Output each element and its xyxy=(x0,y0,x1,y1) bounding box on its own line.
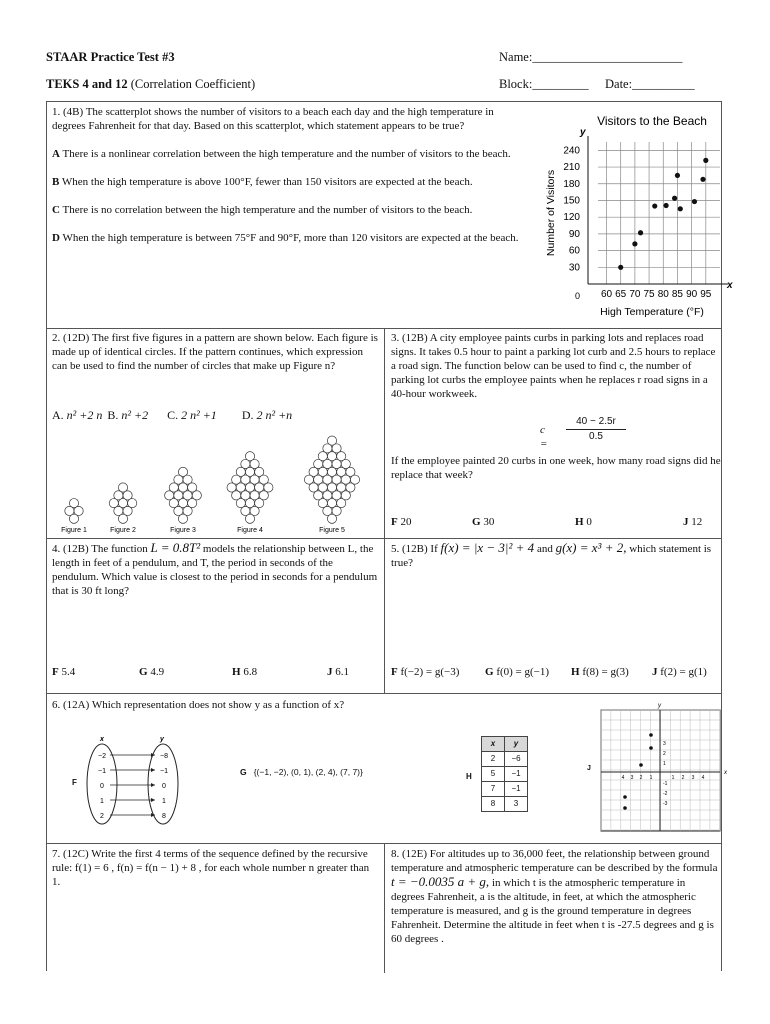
q4-option-f[interactable] xyxy=(52,665,75,679)
graph-tick: 3 xyxy=(691,775,695,781)
figure-label: Figure 5 xyxy=(319,527,345,534)
map-arrows xyxy=(110,753,155,817)
q2-option-d[interactable] xyxy=(242,408,292,422)
x-tick-label: 60 xyxy=(600,289,613,300)
circle-pattern xyxy=(52,440,382,536)
q6-option-h[interactable]: H xyxy=(466,772,472,781)
q3-option-j[interactable] xyxy=(683,515,702,529)
option-letter: H xyxy=(232,666,241,678)
figure-label: Figure 1 xyxy=(61,527,87,534)
pattern-circle xyxy=(178,514,187,523)
block-field[interactable]: Block:_________ xyxy=(499,77,589,91)
q4-prefix: 4. (12B) The function xyxy=(52,543,148,555)
option-letter: J xyxy=(683,516,689,528)
question-5 xyxy=(391,541,719,570)
option-text: 20 xyxy=(400,516,412,528)
graph-point xyxy=(623,795,627,799)
option-text: There is a nonlinear correlation between the high temperature and the number of visitors to the beach. xyxy=(62,148,511,160)
q1-option-d[interactable] xyxy=(52,231,530,245)
y-tick-label: 150 xyxy=(563,195,580,207)
figure-label: Figure 4 xyxy=(237,527,263,534)
map-y: 8 xyxy=(162,813,166,820)
option-letter: B. xyxy=(107,408,119,422)
chart-title: Visitors to the Beach xyxy=(597,114,707,128)
graph-tick: 3 xyxy=(663,741,666,747)
x-tick-label: 90 xyxy=(686,289,698,300)
option-letter: G xyxy=(485,666,494,678)
option-text: 4.9 xyxy=(150,666,165,678)
data-point xyxy=(700,177,705,182)
option-letter: C xyxy=(52,204,60,216)
option-letter: F xyxy=(52,666,59,678)
option-letter: J xyxy=(327,666,333,678)
graph-tick: -1 xyxy=(663,781,668,787)
graph-point xyxy=(639,763,643,767)
q5-option-j[interactable] xyxy=(652,665,707,679)
scatter-chart xyxy=(538,108,733,320)
y-axis-name: y xyxy=(580,127,586,138)
plot-area xyxy=(598,142,720,284)
table-cell: 5 xyxy=(482,767,505,782)
q1-stem: 1. (4B) The scatterplot shows the number of visitors to a beach each day and the high temperature in degrees Fahrenheit for that day. Based on this scatterplot, which statement appears to be true? xyxy=(52,106,494,132)
option-letter: D xyxy=(52,232,60,244)
map-y: 0 xyxy=(162,783,166,790)
question-2 xyxy=(52,331,378,373)
arrow-head xyxy=(151,768,155,772)
pattern-circle xyxy=(245,514,254,523)
question-8 xyxy=(391,847,719,946)
chart-origin: 0 xyxy=(575,291,581,301)
q3-stem: 3. (12B) A city employee paints curbs in parking lots and replaces road signs. It takes 0.5 hour to paint a parking lot curb and 2.5 hours to replace a road sign. The function below can be used to find c, the number of parking lot curbs the employee paints when he replaces r road signs in a 40-hour workweek. xyxy=(391,332,716,400)
y-tick-label: 60 xyxy=(568,245,580,257)
divider xyxy=(46,693,722,694)
q5-g-expr: g(x) = x³ + 2, xyxy=(555,540,627,555)
pattern-figures xyxy=(65,436,360,523)
question-7: 7. (12C) Write the first 4 terms of the sequence defined by the recursive rule: f(1) = 6 , f(n) = f(n − 1) + 8 , for each whole number n greater than 1. xyxy=(52,848,370,888)
formula-denominator: 0.5 xyxy=(589,431,603,442)
table-row xyxy=(482,767,528,782)
x-tick-label: 75 xyxy=(643,289,655,300)
figure-label: Figure 2 xyxy=(110,527,136,534)
question-4 xyxy=(52,541,380,598)
q1-option-a[interactable] xyxy=(52,147,530,161)
x-tick-label: 80 xyxy=(657,289,669,300)
q4-option-j[interactable] xyxy=(327,665,349,679)
data-point xyxy=(632,241,637,246)
q2-option-b[interactable] xyxy=(107,408,148,422)
table-row xyxy=(482,797,528,812)
option-letter: A xyxy=(52,148,60,160)
table-head: y xyxy=(505,737,528,752)
question-6: 6. (12A) Which representation does not show y as a function of x? xyxy=(52,699,345,711)
teks-bold: TEKS 4 and 12 xyxy=(46,77,128,91)
coordinate-graph xyxy=(598,700,727,832)
data-point xyxy=(678,206,683,211)
q3-option-f[interactable] xyxy=(391,515,411,529)
q5-prefix: 5. (12B) If xyxy=(391,543,438,555)
graph-tick: 2 xyxy=(639,775,643,781)
table-head: x xyxy=(482,737,505,752)
data-point xyxy=(672,196,677,201)
data-point xyxy=(675,173,680,178)
graph-point xyxy=(623,806,627,810)
x-tick-label: 85 xyxy=(671,289,684,300)
graph-tick: 4 xyxy=(701,775,705,781)
table-row xyxy=(482,752,528,767)
q1-option-c[interactable] xyxy=(52,203,530,217)
graph-x-label: x xyxy=(724,770,727,776)
table-cell: 2 xyxy=(482,752,505,767)
table-cell: −1 xyxy=(505,767,528,782)
graph-tick: 4 xyxy=(621,775,625,781)
data-point xyxy=(618,265,623,270)
y-tick-label: 240 xyxy=(563,145,580,157)
option-letter: G xyxy=(472,516,481,528)
q5-option-g[interactable] xyxy=(485,665,549,679)
graph-tick: -2 xyxy=(663,791,668,797)
option-letter: H xyxy=(571,666,580,678)
q6-option-g[interactable] xyxy=(240,765,363,779)
x-axis-label: High Temperature (°F) xyxy=(600,306,704,318)
graph-tick: 2 xyxy=(663,751,666,757)
x-axis-name: x xyxy=(727,280,733,291)
option-letter: G xyxy=(240,767,247,777)
option-expr: n² +2 xyxy=(121,408,149,422)
table-cell: −1 xyxy=(505,782,528,797)
data-point xyxy=(703,158,708,163)
option-text: 5.4 xyxy=(61,666,76,678)
q4-formula: L = 0.8T² xyxy=(150,540,201,555)
map-x-head: x xyxy=(100,736,104,743)
graph-point xyxy=(649,746,653,750)
graph-tick: -3 xyxy=(663,801,668,807)
q6-option-j[interactable]: J xyxy=(587,765,591,772)
option-text: 6.1 xyxy=(335,666,349,678)
y-tick-label: 30 xyxy=(568,262,580,274)
option-expr: 2 n² +1 xyxy=(181,408,217,422)
q3-option-h[interactable] xyxy=(575,515,592,529)
q3-question: If the employee painted 20 curbs in one week, how many road signs did he replace that week? xyxy=(391,455,721,481)
q8-formula: t = −0.0035 a + g, xyxy=(391,874,490,889)
option-text: 30 xyxy=(483,516,495,528)
map-x: 2 xyxy=(100,813,104,820)
data-point xyxy=(692,199,697,204)
option-text: f(2) = g(1) xyxy=(660,666,707,678)
formula-numerator: 40 − 2.5r xyxy=(566,415,626,430)
option-letter: B xyxy=(52,176,60,188)
table-cell: 3 xyxy=(505,797,528,812)
option-letter: F xyxy=(391,666,398,678)
option-text: 0 xyxy=(586,516,592,528)
date-field[interactable]: Date:__________ xyxy=(605,77,695,91)
option-letter: J xyxy=(652,666,658,678)
graph-tick: 1 xyxy=(671,775,675,781)
pattern-circle xyxy=(69,514,78,523)
table-cell: −6 xyxy=(505,752,528,767)
graph-tick: 1 xyxy=(649,775,653,781)
option-expr: 2 n² +n xyxy=(256,408,293,422)
graph-point xyxy=(649,733,653,737)
map-x: 0 xyxy=(100,783,104,790)
q3-option-g[interactable] xyxy=(472,515,494,529)
map-x: −2 xyxy=(98,753,106,760)
map-y: −1 xyxy=(160,768,168,775)
q5-f-expr: f(x) = |x − 3|² + 4 xyxy=(440,540,535,555)
arrow-head xyxy=(151,798,155,802)
formula-lhs: c = xyxy=(540,424,548,450)
option-letter: F xyxy=(391,516,398,528)
data-point xyxy=(663,203,668,208)
data-point xyxy=(652,203,657,208)
option-text: When the high temperature is between 75°F and 90°F, more than 120 visitors are expected at the beach. xyxy=(62,232,519,244)
q2-option-c[interactable] xyxy=(167,408,217,422)
option-text: f(−2) = g(−3) xyxy=(400,666,460,678)
graph-y-label: y xyxy=(658,703,661,709)
option-letter: D. xyxy=(241,408,254,422)
y-tick-label: 210 xyxy=(563,162,580,174)
x-tick-label: 65 xyxy=(615,289,627,300)
divider xyxy=(384,328,385,693)
q2-options xyxy=(52,408,382,422)
map-y: −8 xyxy=(160,753,168,760)
q6-option-f[interactable]: F xyxy=(72,778,77,787)
option-letter: H xyxy=(575,516,584,528)
y-tick-label: 90 xyxy=(568,228,580,240)
q5-option-h[interactable] xyxy=(571,665,629,679)
q5-and: and xyxy=(536,543,553,555)
table-row xyxy=(482,782,528,797)
pattern-circle xyxy=(327,514,336,523)
option-text: 12 xyxy=(691,516,703,528)
option-text: f(8) = g(3) xyxy=(582,666,629,678)
map-x: −1 xyxy=(98,768,106,775)
table-cell: 7 xyxy=(482,782,505,797)
table-cell: 8 xyxy=(482,797,505,812)
ordered-pair-set: {(−1, −2), (0, 1), (2, 4), (7, 7)} xyxy=(253,767,363,777)
q5-suffix: which statement is true? xyxy=(391,543,712,569)
option-letter: A. xyxy=(52,408,64,422)
q8-stem: in which t is the atmospheric temperature in degrees Fahrenheit, a is the altitude, in feet, at which the atmospheric temperature is measured, and g is the ground temperature in degrees Fahrenheit. Determine the altitude in feet when t is -27.5 degrees and g is 60 degrees . xyxy=(391,877,714,945)
graph-tick: 3 xyxy=(630,775,634,781)
q1-option-b[interactable] xyxy=(52,175,530,189)
map-y: 1 xyxy=(162,798,166,805)
q4-option-g[interactable] xyxy=(139,665,164,679)
divider xyxy=(384,843,385,973)
map-y-head: y xyxy=(160,736,164,743)
y-axis-label: Number of Visitors xyxy=(545,169,557,257)
q4-stem: models the relationship between L, the length in feet of a pendulum, and T, the period in seconds of the pendulum. Which value is closest to the period in seconds for a pendulum that is 30 ft long? xyxy=(52,543,378,597)
q2-stem: 2. (12D) The first five figures in a pattern are shown below. Each figure is made up of identical circles. If the pattern continues, which expression can be used to find the number of circles that make up Figure n? xyxy=(52,332,378,372)
name-field[interactable]: Name:________________________ xyxy=(499,50,683,64)
teks-rest: (Correlation Coefficient) xyxy=(130,77,256,91)
map-x: 1 xyxy=(100,798,104,805)
xy-table xyxy=(481,736,528,812)
option-letter: G xyxy=(139,666,148,678)
graph-tick: 1 xyxy=(663,761,666,767)
mapping-diagram xyxy=(85,732,190,832)
option-letter: C. xyxy=(167,408,179,422)
x-tick-label: 95 xyxy=(700,289,712,300)
arrow-head xyxy=(151,783,155,787)
y-tick-label: 120 xyxy=(563,212,580,224)
option-text: When the high temperature is above 100°F, fewer than 150 visitors are expected at the beach. xyxy=(61,176,473,188)
pattern-circle xyxy=(118,514,127,523)
graph-tick: 2 xyxy=(681,775,685,781)
y-tick-label: 180 xyxy=(563,178,580,190)
q4-option-h[interactable] xyxy=(232,665,257,679)
q2-option-a[interactable] xyxy=(52,408,102,422)
question-1 xyxy=(52,105,530,245)
option-text: 6.8 xyxy=(243,666,258,678)
question-3 xyxy=(391,331,717,401)
option-text: f(0) = g(−1) xyxy=(496,666,550,678)
x-tick-label: 70 xyxy=(629,289,641,300)
teks-line xyxy=(46,77,255,91)
figure-label: Figure 3 xyxy=(170,527,196,534)
option-expr: n² +2 n xyxy=(66,408,103,422)
q8-prefix: 8. (12E) For altitudes up to 36,000 feet, the relationship between ground temperature and atmospheric temperature can be described by the formula xyxy=(391,848,718,874)
q5-option-f[interactable] xyxy=(391,665,459,679)
test-title: STAAR Practice Test #3 xyxy=(46,50,175,64)
data-point xyxy=(638,230,643,235)
option-text: There is no correlation between the high temperature and the number of visitors to the beach. xyxy=(62,204,473,216)
